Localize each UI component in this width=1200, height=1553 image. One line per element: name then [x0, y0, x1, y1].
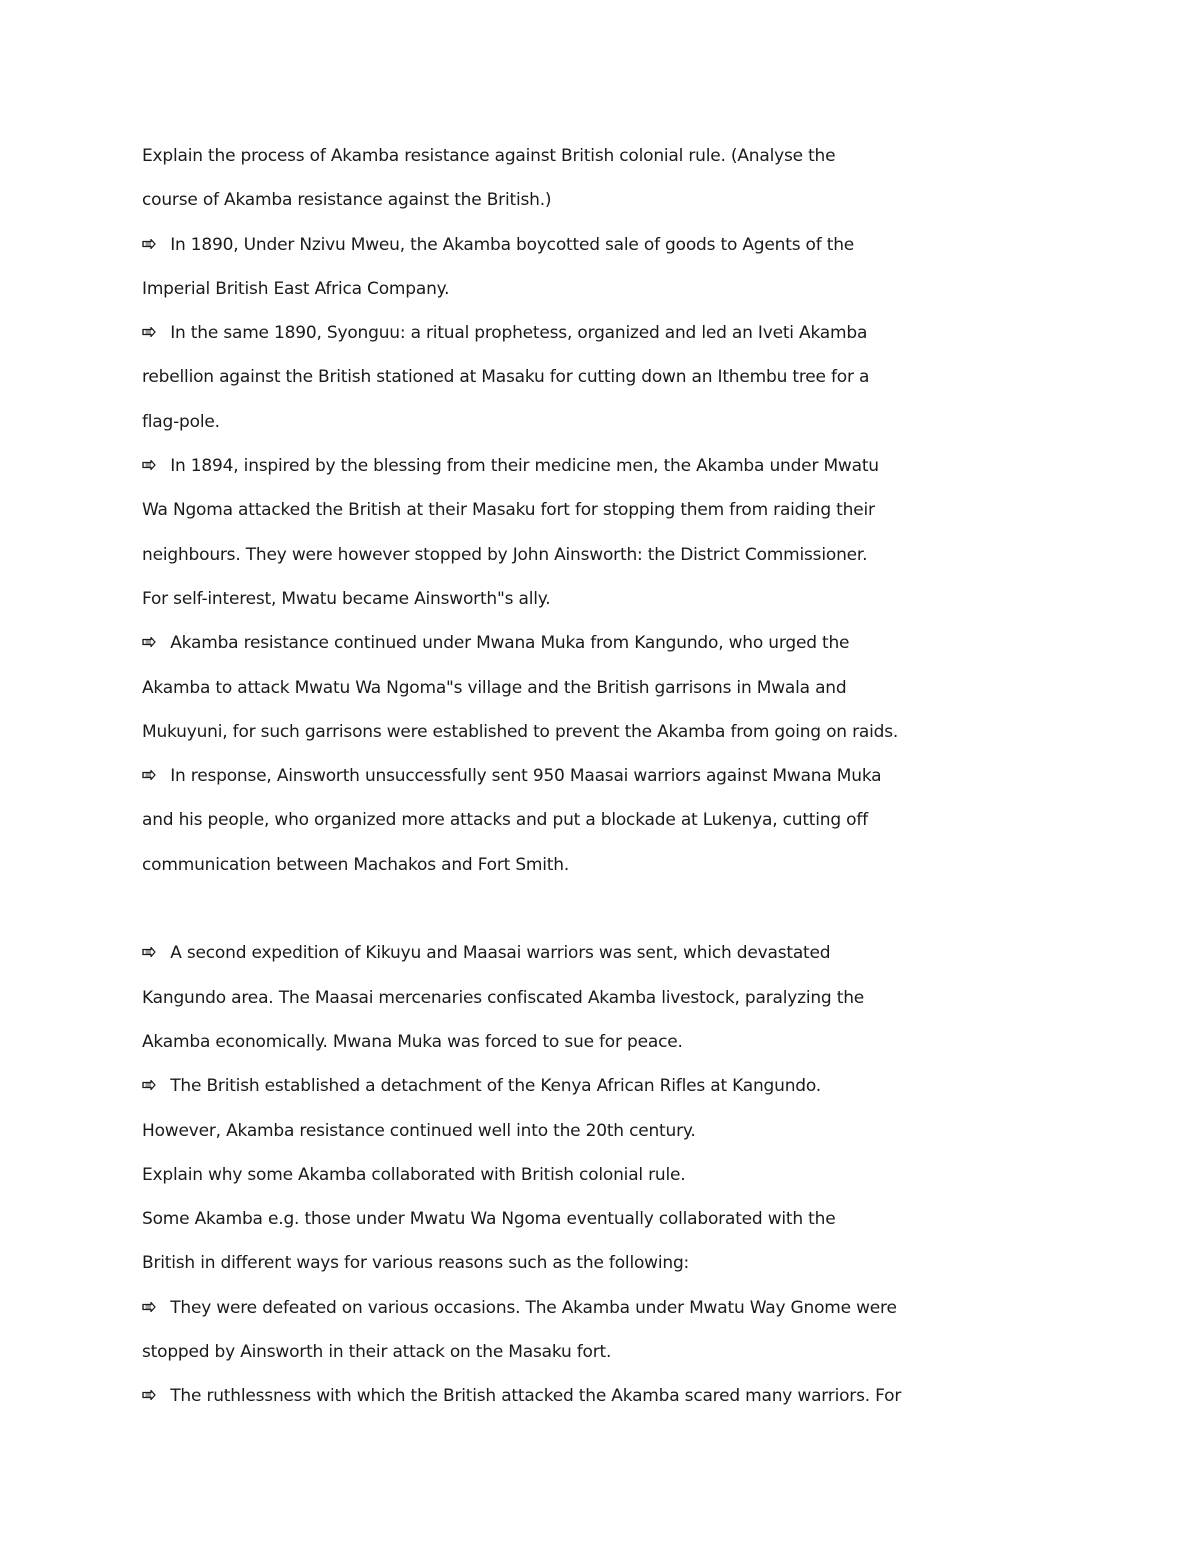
text-line — [142, 406, 942, 450]
text-line — [142, 672, 942, 716]
arrow-bullet-icon — [142, 1080, 156, 1090]
line-text: course of Akamba resistance against the British.) — [142, 190, 552, 211]
text-line — [142, 140, 942, 184]
bullet-line — [142, 317, 942, 361]
arrow-bullet-icon — [142, 770, 156, 780]
line-text: For self-interest, Mwatu became Ainsworth"s ally. — [142, 588, 551, 609]
text-line — [142, 1247, 942, 1291]
line-text: However, Akamba resistance continued well into the 20th century. — [142, 1120, 696, 1141]
bullet-line — [142, 450, 942, 494]
line-text: Some Akamba e.g. those under Mwatu Wa Ngoma eventually collaborated with the — [142, 1209, 836, 1230]
text-line — [142, 583, 942, 627]
line-text: Imperial British East Africa Company. — [142, 278, 450, 299]
arrow-bullet-icon — [142, 327, 156, 337]
line-text: In the same 1890, Syonguu: a ritual prophetess, organized and led an Iveti Akamba — [170, 323, 868, 344]
text-line — [142, 184, 942, 228]
line-text: stopped by Ainsworth in their attack on the Masaku fort. — [142, 1342, 612, 1363]
line-text: Akamba resistance continued under Mwana Muka from Kangundo, who urged the — [170, 633, 850, 654]
bullet-line — [142, 1380, 942, 1424]
line-text: Wa Ngoma attacked the British at their Masaku fort for stopping them from raiding their — [142, 500, 875, 521]
bullet-line — [142, 760, 942, 804]
text-line — [142, 1336, 942, 1380]
line-text: rebellion against the British stationed at Masaku for cutting down an Ithembu tree for a — [142, 367, 870, 388]
line-text: Akamba economically. Mwana Muka was forced to sue for peace. — [142, 1031, 683, 1052]
line-text: The British established a detachment of the Kenya African Rifles at Kangundo. — [170, 1076, 821, 1097]
text-line — [142, 273, 942, 317]
line-text: Explain why some Akamba collaborated with British colonial rule. — [142, 1164, 686, 1185]
line-text: They were defeated on various occasions. The Akamba under Mwatu Way Gnome were — [170, 1297, 897, 1318]
text-line — [142, 539, 942, 583]
line-text: A second expedition of Kikuyu and Maasai warriors was sent, which devastated — [170, 943, 831, 964]
text-line — [142, 1026, 942, 1070]
text-line — [142, 494, 942, 538]
line-text: Kangundo area. The Maasai mercenaries confiscated Akamba livestock, paralyzing the — [142, 987, 865, 1008]
line-text: Mukuyuni, for such garrisons were established to prevent the Akamba from going on raids. — [142, 721, 899, 742]
line-text: The ruthlessness with which the British attacked the Akamba scared many warriors. For — [170, 1386, 902, 1407]
line-text: and his people, who organized more attacks and put a blockade at Lukenya, cutting off — [142, 810, 868, 831]
line-text: Explain the process of Akamba resistance against British colonial rule. (Analyse the — [142, 146, 836, 166]
line-text: In 1894, inspired by the blessing from their medicine men, the Akamba under Mwatu — [170, 456, 879, 477]
arrow-bullet-icon — [142, 637, 156, 647]
arrow-bullet-icon — [142, 1390, 156, 1400]
text-line — [142, 1159, 942, 1203]
bullet-line — [142, 627, 942, 671]
bullet-line — [142, 937, 942, 981]
document-body — [142, 140, 942, 1425]
bullet-line — [142, 1292, 942, 1336]
arrow-bullet-icon — [142, 1302, 156, 1312]
text-line — [142, 1203, 942, 1247]
arrow-bullet-icon — [142, 947, 156, 957]
paragraph-gap — [142, 893, 942, 937]
line-text: communication between Machakos and Fort Smith. — [142, 854, 570, 875]
bullet-line — [142, 229, 942, 273]
line-text: In 1890, Under Nzivu Mweu, the Akamba boycotted sale of goods to Agents of the — [170, 234, 855, 255]
line-text: British in different ways for various reasons such as the following: — [142, 1253, 690, 1274]
text-line — [142, 361, 942, 405]
line-text: In response, Ainsworth unsuccessfully sent 950 Maasai warriors against Mwana Muka — [170, 766, 882, 787]
text-line — [142, 982, 942, 1026]
text-line — [142, 804, 942, 848]
line-text: Akamba to attack Mwatu Wa Ngoma"s village and the British garrisons in Mwala and — [142, 677, 847, 698]
arrow-bullet-icon — [142, 460, 156, 470]
text-line — [142, 1115, 942, 1159]
arrow-bullet-icon — [142, 239, 156, 249]
line-text: neighbours. They were however stopped by John Ainsworth: the District Commissioner. — [142, 544, 868, 565]
text-line — [142, 716, 942, 760]
bullet-line — [142, 1070, 942, 1114]
text-line — [142, 849, 942, 893]
line-text: flag-pole. — [142, 411, 220, 432]
